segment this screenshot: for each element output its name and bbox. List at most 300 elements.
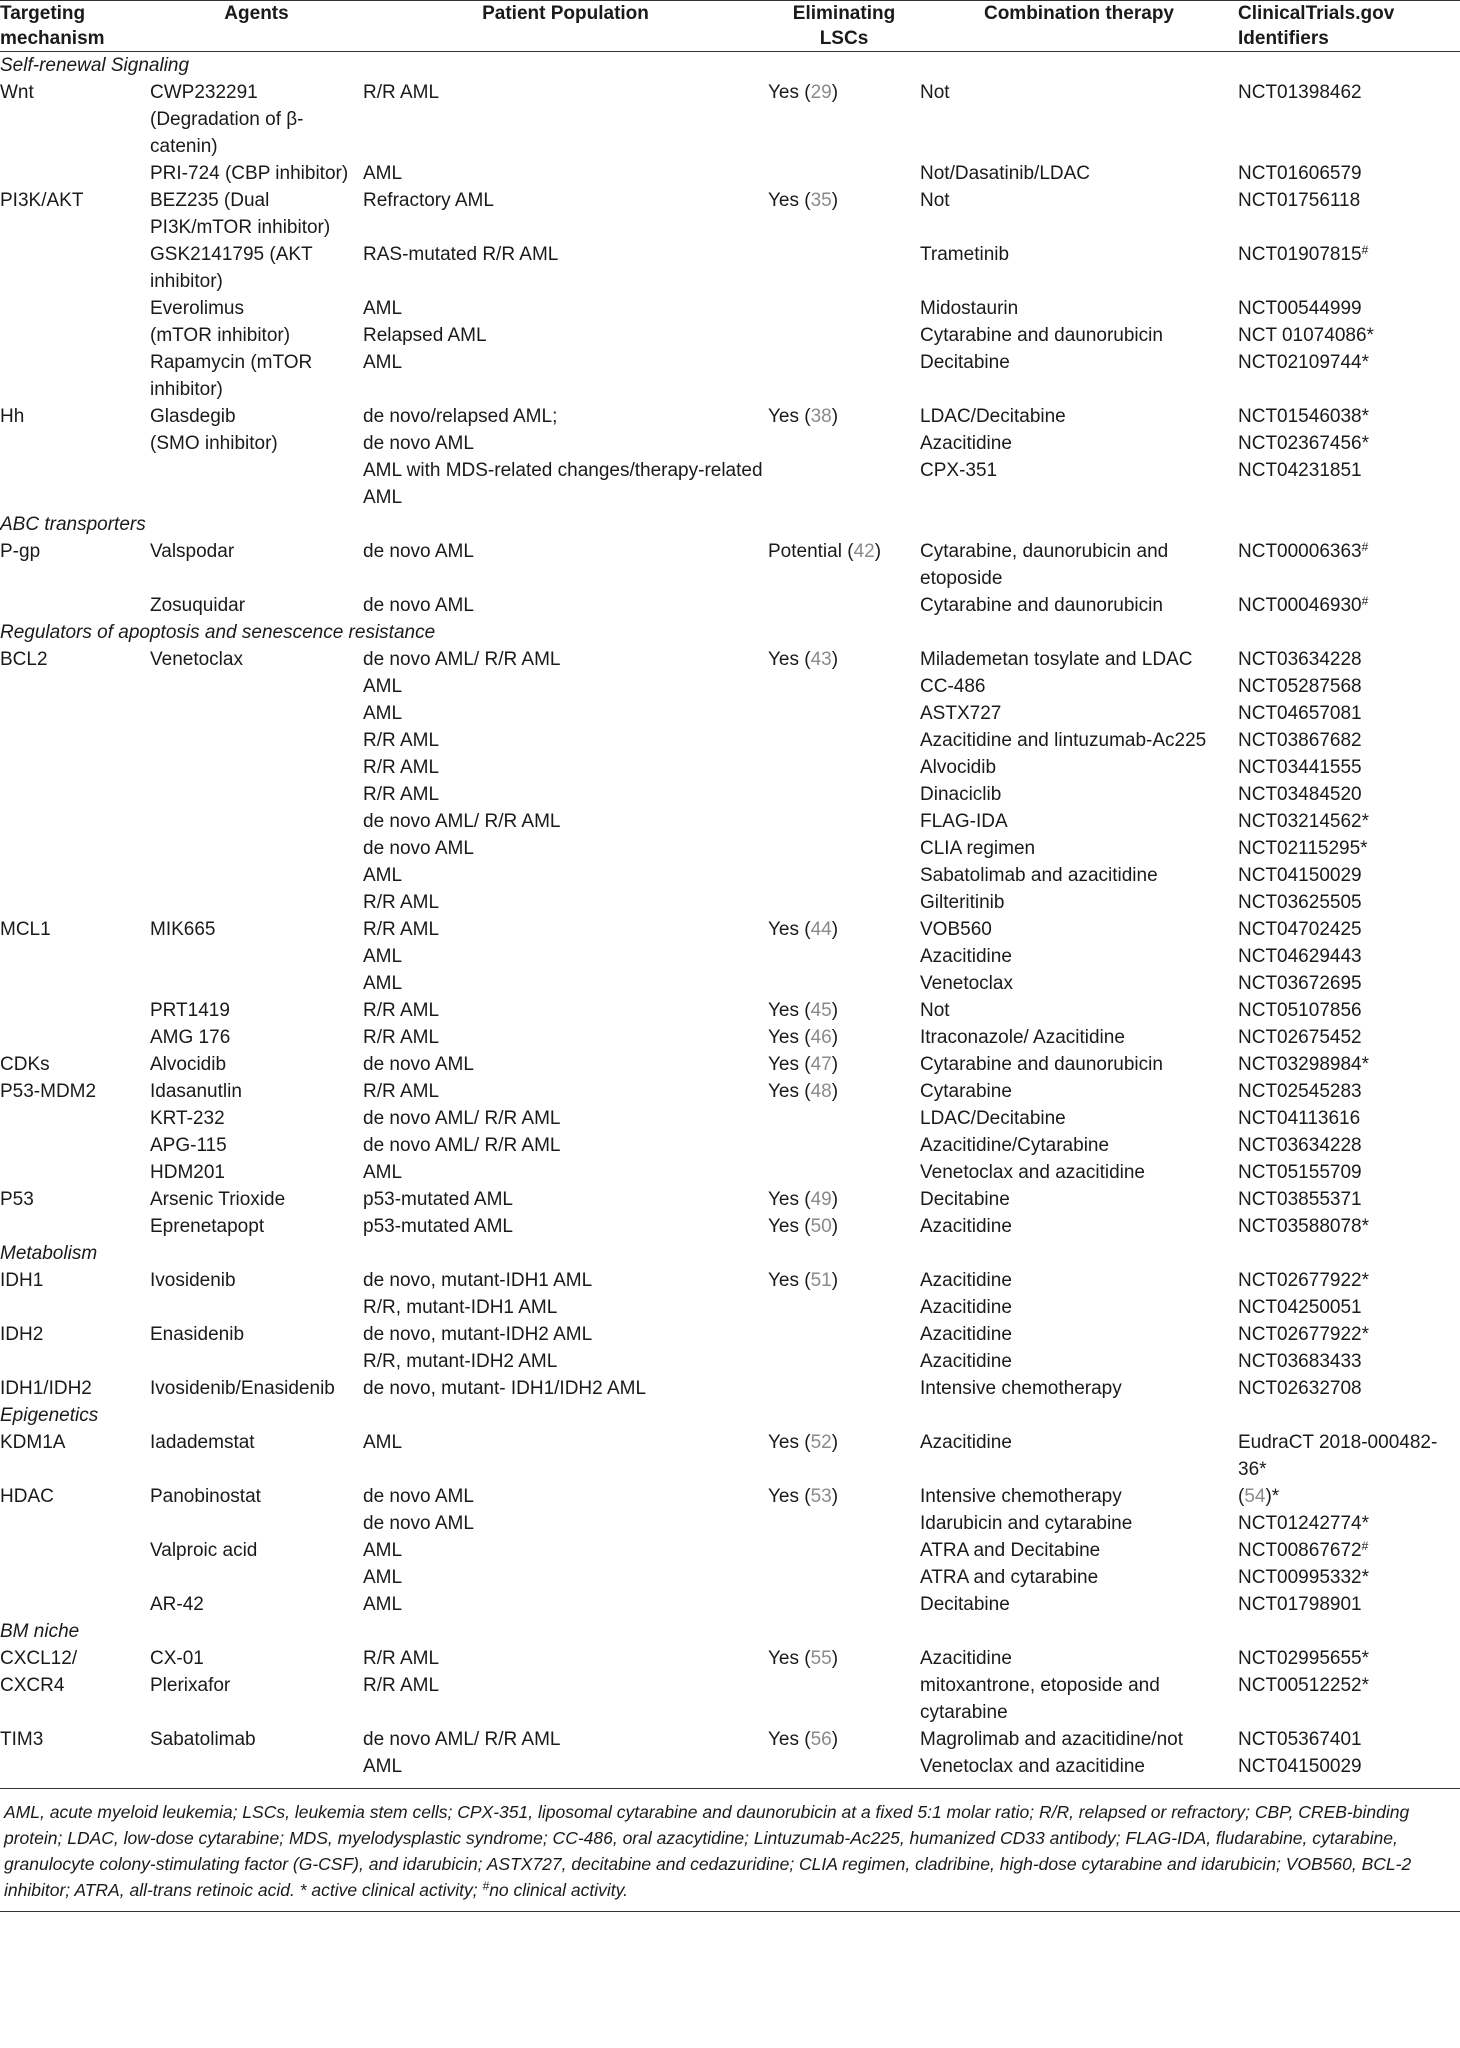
eliminating-lscs-cell: [768, 1591, 920, 1618]
targeting-mechanism-cell: [0, 781, 150, 808]
patient-population-cell: de novo AML: [363, 541, 474, 562]
identifier-cell: [1238, 1753, 1460, 1788]
agent-cell: Alvocidib: [150, 1054, 227, 1075]
footnote-text: AML, acute myeloid leukemia; LSCs, leukemia stem cells; CPX-351, liposomal cytarabine and daunorubicin at a fixed 5:1 molar ratio; R/R, relapsed or refractory; CBP, CREB-binding protein; LDAC, low-dose cytarabine; MDS, myelodysplastic syndrome; CC-486, oral azacytidine; Lintuzumab-Ac225, humanized CD33 antibody; FLAG-IDA, fludarabine, cytarabine, granulocyte colony-stimulating factor (G-CSF), and idarubicin; ASTX727, decitabine and cedazuridine; CLIA regimen, cladribine, high-dose cytarabine and idarubicin; VOB560, BCL-2 inhibitor; ATRA, all-trans retinoic acid.: [4, 1802, 1412, 1900]
identifier-text: NCT03634228: [1238, 649, 1362, 670]
agent-cell: [150, 1294, 363, 1321]
reference-number: 49: [810, 1189, 832, 1210]
table-row: [0, 727, 1460, 754]
table-row: [0, 1375, 1460, 1402]
targeting-mechanism-cell: [0, 1132, 150, 1159]
targeting-mechanism-cell: Wnt: [0, 82, 34, 103]
eliminating-lscs-cell: Yes (47): [768, 1054, 839, 1075]
agent-cell: Rapamycin (mTOR inhibitor): [150, 352, 313, 400]
table-row: [0, 835, 1460, 862]
identifier-text: NCT01798901: [1238, 1594, 1362, 1615]
identifier-text: NCT04657081: [1238, 703, 1362, 724]
identifier-text: NCT03625505: [1238, 892, 1362, 913]
targeting-mechanism-cell: [0, 1510, 150, 1537]
targeting-mechanism-cell: [0, 1753, 150, 1788]
table-row: [0, 1537, 1460, 1564]
agent-cell: CWP232291 (Degradation of β-catenin): [150, 82, 304, 157]
identifier-text: NCT03867682: [1238, 730, 1362, 751]
combination-therapy-cell: Decitabine: [920, 1594, 1010, 1615]
eliminating-lscs-cell: Yes (50): [768, 1216, 839, 1237]
patient-population-cell: AML: [363, 1756, 403, 1777]
table-row: [0, 673, 1460, 700]
eliminating-lscs-cell: [768, 160, 920, 187]
agent-cell: Iadademstat: [150, 1432, 255, 1453]
reference-number: 47: [810, 1054, 832, 1075]
targeting-mechanism-cell: TIM3: [0, 1729, 44, 1750]
patient-population-cell: AML: [363, 946, 403, 967]
agent-cell: Panobinostat: [150, 1486, 261, 1507]
patient-population-cell: de novo AML: [363, 1486, 474, 1507]
combination-therapy-cell: VOB560: [920, 919, 992, 940]
patient-population-cell: de novo/relapsed AML;: [363, 406, 558, 427]
identifier-cell: [1238, 538, 1460, 592]
eliminating-lscs-cell: [768, 457, 920, 511]
combination-therapy-cell: Azacitidine: [920, 1216, 1012, 1237]
header-agents: Agents: [150, 1, 363, 52]
table-row: [0, 538, 1460, 592]
table-row: [0, 592, 1460, 619]
targeting-mechanism-cell: [0, 700, 150, 727]
patient-population-cell: AML: [363, 1432, 403, 1453]
eliminating-lscs-cell: [768, 1132, 920, 1159]
combination-therapy-cell: Milademetan tosylate and LDAC: [920, 649, 1193, 670]
lsc-value: Yes: [768, 1270, 799, 1291]
identifier-text: NCT03298984*: [1238, 1054, 1369, 1075]
identifier-text: NCT05287568: [1238, 676, 1362, 697]
identifier-text: NCT02367456*: [1238, 433, 1369, 454]
identifier-cell: [1238, 1078, 1460, 1105]
patient-population-cell: R/R AML: [363, 757, 440, 778]
lsc-value: Yes: [768, 1000, 799, 1021]
identifier-cell: [1238, 1429, 1460, 1483]
lsc-value: Yes: [768, 82, 799, 103]
identifier-text: NCT04629443: [1238, 946, 1362, 967]
agent-cell: Sabatolimab: [150, 1729, 256, 1750]
section-heading: ABC transporters: [0, 514, 146, 535]
table-row: [0, 1483, 1460, 1510]
combination-therapy-cell: Cytarabine and daunorubicin: [920, 1054, 1163, 1075]
identifier-cell: [1238, 1672, 1460, 1726]
agent-cell: (mTOR inhibitor): [150, 325, 291, 346]
combination-therapy-cell: ATRA and cytarabine: [920, 1567, 1099, 1588]
agent-cell: [150, 781, 363, 808]
identifier-text: NCT03672695: [1238, 973, 1362, 994]
identifier-cell: [1238, 1321, 1460, 1348]
eliminating-lscs-cell: Yes (46): [768, 1027, 839, 1048]
agent-cell: Ivosidenib: [150, 1270, 236, 1291]
patient-population-cell: Refractory AML: [363, 190, 494, 211]
identifier-cell: [1238, 781, 1460, 808]
targeting-mechanism-cell: [0, 1213, 150, 1240]
combination-therapy-cell: Decitabine: [920, 1189, 1010, 1210]
lsc-value: Yes: [768, 1027, 799, 1048]
eliminating-lscs-cell: [768, 808, 920, 835]
targeting-mechanism-cell: P53: [0, 1189, 34, 1210]
eliminating-lscs-cell: Yes (29): [768, 82, 839, 103]
lsc-value: Yes: [768, 1729, 799, 1750]
patient-population-cell: AML: [363, 703, 403, 724]
identifier-cell: [1238, 1591, 1460, 1618]
identifier-cell: [1238, 430, 1460, 457]
identifier-cell: [1238, 403, 1460, 430]
patient-population-cell: AML with MDS-related changes/therapy-related AML: [363, 460, 763, 508]
agent-cell: PRT1419: [150, 1000, 230, 1021]
identifier-text: NCT00512252*: [1238, 1675, 1369, 1696]
identifier-text: NCT00995332*: [1238, 1567, 1369, 1588]
eliminating-lscs-cell: [768, 592, 920, 619]
reference-number: 46: [810, 1027, 832, 1048]
table-row: [0, 1564, 1460, 1591]
targeting-mechanism-cell: [0, 1294, 150, 1321]
combination-therapy-cell: CC-486: [920, 676, 986, 697]
identifier-text: NCT00867672: [1238, 1540, 1362, 1561]
patient-population-cell: de novo AML: [363, 1513, 474, 1534]
identifier-cell: [1238, 862, 1460, 889]
identifier-text: NCT02545283: [1238, 1081, 1362, 1102]
identifier-cell: [1238, 1267, 1460, 1294]
patient-population-cell: de novo AML/ R/R AML: [363, 1135, 561, 1156]
targeting-mechanism-cell: [0, 970, 150, 997]
table-row: [0, 79, 1460, 160]
targeting-mechanism-cell: [0, 754, 150, 781]
combination-therapy-cell: Itraconazole/ Azacitidine: [920, 1027, 1125, 1048]
reference-number: 44: [810, 919, 832, 940]
patient-population-cell: de novo AML: [363, 595, 474, 616]
combination-therapy-cell: Alvocidib: [920, 757, 997, 778]
header-patient-population: Patient Population: [363, 1, 768, 52]
eliminating-lscs-cell: [768, 1321, 920, 1348]
lsc-value: Yes: [768, 919, 799, 940]
lsc-value: Yes: [768, 1189, 799, 1210]
eliminating-lscs-cell: [768, 862, 920, 889]
eliminating-lscs-cell: [768, 1159, 920, 1186]
agent-cell: [150, 943, 363, 970]
header-eliminating-lscs: Eliminating LSCs: [768, 1, 920, 52]
patient-population-cell: p53-mutated AML: [363, 1189, 513, 1210]
reference-number: 38: [810, 406, 832, 427]
combination-therapy-cell: Not/Dasatinib/LDAC: [920, 163, 1091, 184]
eliminating-lscs-cell: Yes (51): [768, 1270, 839, 1291]
combination-therapy-cell: Azacitidine: [920, 1324, 1012, 1345]
agent-cell: GSK2141795 (AKT inhibitor): [150, 244, 313, 292]
identifier-text: NCT03683433: [1238, 1351, 1362, 1372]
targeting-mechanism-cell: CDKs: [0, 1054, 50, 1075]
footnote-inactive-note: no clinical activity.: [489, 1880, 628, 1900]
identifier-cell: [1238, 916, 1460, 943]
patient-population-cell: AML: [363, 1567, 403, 1588]
eliminating-lscs-cell: [768, 430, 920, 457]
targeting-mechanism-cell: [0, 943, 150, 970]
targeting-mechanism-cell: HDAC: [0, 1486, 54, 1507]
combination-therapy-cell: Not: [920, 190, 950, 211]
table-row: [0, 916, 1460, 943]
table-row: [0, 1159, 1460, 1186]
identifier-cell: [1238, 646, 1460, 673]
eliminating-lscs-cell: Yes (52): [768, 1432, 839, 1453]
identifier-text: NCT02677922*: [1238, 1270, 1369, 1291]
agent-cell: PRI-724 (CBP inhibitor): [150, 163, 349, 184]
targeting-mechanism-cell: KDM1A: [0, 1432, 66, 1453]
identifier-text: NCT02109744*: [1238, 352, 1369, 373]
eliminating-lscs-cell: [768, 241, 920, 295]
agent-cell: BEZ235 (Dual PI3K/mTOR inhibitor): [150, 190, 331, 238]
agent-cell: Glasdegib: [150, 406, 236, 427]
combination-therapy-cell: ASTX727: [920, 703, 1002, 724]
eliminating-lscs-cell: [768, 1348, 920, 1375]
combination-therapy-cell: Cytarabine and daunorubicin: [920, 325, 1163, 346]
identifier-text: NCT02677922*: [1238, 1324, 1369, 1345]
patient-population-cell: de novo AML/ R/R AML: [363, 1729, 561, 1750]
agent-cell: [150, 673, 363, 700]
targeting-mechanism-cell: IDH1: [0, 1270, 44, 1291]
targeting-mechanism-cell: [0, 322, 150, 349]
targeting-mechanism-cell: [0, 430, 150, 457]
footnote-active-note: * active clinical activity;: [294, 1880, 483, 1900]
combination-therapy-cell: Intensive chemotherapy: [920, 1486, 1122, 1507]
identifier-text: NCT01606579: [1238, 163, 1362, 184]
agent-cell: [150, 700, 363, 727]
identifier-text: NCT03484520: [1238, 784, 1362, 805]
header-row: [0, 1, 1460, 52]
reference-number: 51: [810, 1270, 832, 1291]
identifier-text: NCT04150029: [1238, 865, 1362, 886]
combination-therapy-cell: Midostaurin: [920, 298, 1019, 319]
targeting-mechanism-cell: [0, 673, 150, 700]
patient-population-cell: de novo AML/ R/R AML: [363, 649, 561, 670]
table-row: [0, 187, 1460, 241]
agent-cell: [150, 727, 363, 754]
eliminating-lscs-cell: [768, 349, 920, 403]
lsc-value: Yes: [768, 1486, 799, 1507]
table-row: [0, 160, 1460, 187]
lsc-value: Yes: [768, 190, 799, 211]
combination-therapy-cell: Not: [920, 1000, 950, 1021]
combination-therapy-cell: Venetoclax: [920, 973, 1013, 994]
identifier-cell: [1238, 1213, 1460, 1240]
identifier-cell: [1238, 1726, 1460, 1753]
identifier-text: NCT02675452: [1238, 1027, 1362, 1048]
combination-therapy-cell: CPX-351: [920, 460, 998, 481]
identifier-text: NCT01756118: [1238, 190, 1361, 211]
eliminating-lscs-cell: [768, 835, 920, 862]
identifier-text: *: [1271, 1486, 1280, 1507]
eliminating-lscs-cell: [768, 1672, 920, 1726]
targeting-mechanism-cell: [0, 1159, 150, 1186]
identifier-text: NCT 01074086*: [1238, 325, 1374, 346]
section-heading: Metabolism: [0, 1243, 98, 1264]
patient-population-cell: R/R AML: [363, 82, 440, 103]
identifier-text: NCT04250051: [1238, 1297, 1362, 1318]
patient-population-cell: R/R AML: [363, 730, 440, 751]
combination-therapy-cell: Azacitidine: [920, 433, 1012, 454]
identifier-text: NCT01907815: [1238, 244, 1362, 265]
table-row: [0, 970, 1460, 997]
reference-number: 43: [810, 649, 832, 670]
targeting-mechanism-cell: [0, 1537, 150, 1564]
patient-population-cell: de novo, mutant- IDH1/IDH2 AML: [363, 1378, 647, 1399]
identifier-text: NCT05155709: [1238, 1162, 1362, 1183]
table-row: [0, 1267, 1460, 1294]
reference-number: 53: [810, 1486, 832, 1507]
no-activity-mark: #: [1361, 540, 1369, 554]
eliminating-lscs-cell: [768, 1105, 920, 1132]
combination-therapy-cell: Idarubicin and cytarabine: [920, 1513, 1133, 1534]
table-row: [0, 1024, 1460, 1051]
eliminating-lscs-cell: [768, 754, 920, 781]
patient-population-cell: de novo AML/ R/R AML: [363, 811, 561, 832]
identifier-cell: [1238, 1645, 1460, 1672]
eliminating-lscs-cell: Yes (45): [768, 1000, 839, 1021]
targeting-mechanism-cell: [0, 1348, 150, 1375]
patient-population-cell: AML: [363, 676, 403, 697]
agent-cell: KRT-232: [150, 1108, 225, 1129]
patient-population-cell: de novo AML/ R/R AML: [363, 1108, 561, 1129]
identifier-text: NCT05107856: [1238, 1000, 1362, 1021]
identifier-cell: [1238, 673, 1460, 700]
patient-population-cell: AML: [363, 1540, 403, 1561]
agent-cell: Ivosidenib/Enasidenib: [150, 1378, 335, 1399]
agent-cell: Valproic acid: [150, 1540, 258, 1561]
combination-therapy-cell: Dinaciclib: [920, 784, 1002, 805]
identifier-cell: [1238, 1132, 1460, 1159]
patient-population-cell: AML: [363, 298, 403, 319]
identifier-text: NCT03855371: [1238, 1189, 1362, 1210]
combination-therapy-cell: Azacitidine: [920, 1270, 1012, 1291]
identifier-text: NCT02995655*: [1238, 1648, 1369, 1669]
identifier-text: NCT02632708: [1238, 1378, 1362, 1399]
identifier-cell: [1238, 592, 1460, 619]
table-body: [0, 52, 1460, 1789]
table-row: [0, 781, 1460, 808]
section-heading: Self-renewal Signaling: [0, 55, 190, 76]
section-row: [0, 1240, 1460, 1267]
table-row: [0, 1051, 1460, 1078]
agent-cell: (SMO inhibitor): [150, 433, 278, 454]
identifier-cell: [1238, 1186, 1460, 1213]
eliminating-lscs-cell: Yes (55): [768, 1648, 839, 1669]
header-identifiers: ClinicalTrials.gov Identifiers: [1238, 1, 1460, 52]
table-row: [0, 1321, 1460, 1348]
targeting-mechanism-cell: BCL2: [0, 649, 48, 670]
combination-therapy-cell: Not: [920, 82, 950, 103]
identifier-cell: [1238, 1537, 1460, 1564]
table-row: [0, 295, 1460, 322]
identifier-cell: [1238, 943, 1460, 970]
section-row: [0, 52, 1460, 80]
table-row: [0, 943, 1460, 970]
agent-cell: Plerixafor: [150, 1675, 231, 1696]
patient-population-cell: de novo AML: [363, 1054, 474, 1075]
identifier-cell: [1238, 1105, 1460, 1132]
identifier-text: EudraCT 2018-000482-36*: [1238, 1432, 1438, 1480]
agent-cell: Venetoclax: [150, 649, 243, 670]
patient-population-cell: R/R AML: [363, 1081, 440, 1102]
patient-population-cell: de novo AML: [363, 433, 474, 454]
table-row: [0, 1213, 1460, 1240]
identifier-cell: [1238, 1348, 1460, 1375]
combination-therapy-cell: Magrolimab and azacitidine/not: [920, 1729, 1183, 1750]
patient-population-cell: R/R AML: [363, 1000, 440, 1021]
table-row: [0, 889, 1460, 916]
section-row: [0, 1402, 1460, 1429]
patient-population-cell: Relapsed AML: [363, 325, 487, 346]
table-row: [0, 700, 1460, 727]
eliminating-lscs-cell: Yes (49): [768, 1189, 839, 1210]
lsc-value: Yes: [768, 1648, 799, 1669]
identifier-cell: [1238, 889, 1460, 916]
identifier-cell: [1238, 1375, 1460, 1402]
identifier-cell: [1238, 754, 1460, 781]
combination-therapy-cell: Venetoclax and azacitidine: [920, 1756, 1145, 1777]
patient-population-cell: R/R, mutant-IDH2 AML: [363, 1351, 558, 1372]
eliminating-lscs-cell: [768, 727, 920, 754]
agent-cell: Everolimus: [150, 298, 244, 319]
reference-number: 29: [810, 82, 832, 103]
eliminating-lscs-cell: Potential (42): [768, 541, 882, 562]
targeting-mechanism-cell: [0, 808, 150, 835]
table-row: [0, 241, 1460, 295]
identifier-text: NCT00544999: [1238, 298, 1362, 319]
section-heading: BM niche: [0, 1621, 80, 1642]
combination-therapy-cell: Gilteritinib: [920, 892, 1005, 913]
identifier-cell: [1238, 160, 1460, 187]
patient-population-cell: R/R, mutant-IDH1 AML: [363, 1297, 558, 1318]
targeting-mechanism-cell: [0, 1564, 150, 1591]
identifier-text: NCT00006363: [1238, 541, 1362, 562]
targeting-mechanism-cell: [0, 835, 150, 862]
identifier-cell: [1238, 295, 1460, 322]
lsc-value: Yes: [768, 649, 799, 670]
combination-therapy-cell: Intensive chemotherapy: [920, 1378, 1122, 1399]
eliminating-lscs-cell: [768, 943, 920, 970]
reference-number: 52: [810, 1432, 832, 1453]
identifier-text: NCT04113616: [1238, 1108, 1361, 1129]
eliminating-lscs-cell: [768, 970, 920, 997]
identifier-cell: [1238, 1051, 1460, 1078]
identifier-text: NCT05367401: [1238, 1729, 1362, 1750]
identifier-cell: [1238, 1510, 1460, 1537]
patient-population-cell: AML: [363, 973, 403, 994]
targeting-mechanism-cell: [0, 997, 150, 1024]
agent-cell: [150, 889, 363, 916]
reference-number: 48: [810, 1081, 832, 1102]
identifier-cell: [1238, 1159, 1460, 1186]
combination-therapy-cell: Trametinib: [920, 244, 1010, 265]
agent-cell: [150, 1510, 363, 1537]
eliminating-lscs-cell: [768, 1294, 920, 1321]
targeting-mechanism-cell: P53-MDM2: [0, 1081, 97, 1102]
agent-cell: [150, 1564, 363, 1591]
patient-population-cell: de novo AML: [363, 838, 474, 859]
table-row: [0, 1645, 1460, 1672]
targeting-mechanism-cell: PI3K/AKT: [0, 190, 84, 211]
eliminating-lscs-cell: Yes (38): [768, 406, 839, 427]
table-row: [0, 349, 1460, 403]
patient-population-cell: AML: [363, 352, 403, 373]
no-activity-mark: #: [1361, 1539, 1369, 1553]
identifier-text: NCT03588078*: [1238, 1216, 1369, 1237]
table-row: [0, 808, 1460, 835]
table-row: [0, 1429, 1460, 1483]
combination-therapy-cell: Azacitidine: [920, 1351, 1012, 1372]
eliminating-lscs-cell: [768, 1537, 920, 1564]
combination-therapy-cell: Azacitidine: [920, 1432, 1012, 1453]
